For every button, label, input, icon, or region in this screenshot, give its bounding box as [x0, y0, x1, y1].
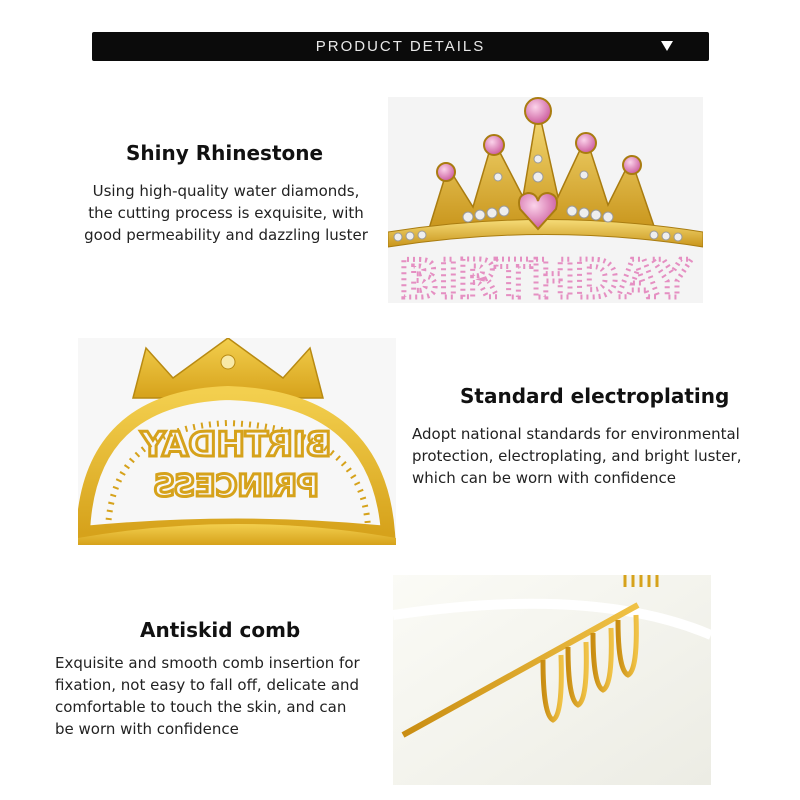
- triangle-down-icon[interactable]: [661, 41, 673, 51]
- gold-birthday-princess-tiara-image: [78, 338, 396, 545]
- section-description-rhinestone: [66, 180, 386, 246]
- section-description-antiskid-comb: [55, 652, 395, 740]
- description-line: be worn with confidence: [55, 720, 239, 738]
- description-line: comfortable to touch the skin, and can: [55, 698, 347, 716]
- description-line: Adopt national standards for environmental: [412, 425, 740, 443]
- pink-rhinestone-crown-image: [388, 97, 703, 303]
- section-title-rhinestone: Shiny Rhinestone: [126, 141, 324, 165]
- section-title-antiskid-comb: Antiskid comb: [140, 618, 301, 642]
- description-line: fixation, not easy to fall off, delicate and: [55, 676, 360, 694]
- header-title: PRODUCT DETAILS: [315, 38, 486, 55]
- crown-birthday-lettering: BIRTHDAY: [399, 250, 691, 303]
- tiara-princess-lettering: PRINCESS: [153, 469, 319, 504]
- section-description-electroplating: [412, 423, 782, 489]
- description-line: protection, electroplating, and bright luster,: [412, 447, 742, 465]
- tiara-birthday-lettering: BIRTHDAY: [140, 425, 332, 465]
- product-details-header[interactable]: [92, 32, 709, 61]
- description-line: Exquisite and smooth comb insertion for: [55, 654, 360, 672]
- description-line: which can be worn with confidence: [412, 469, 677, 487]
- section-title-electroplating: Standard electroplating: [460, 384, 730, 408]
- description-line: good permeability and dazzling luster: [84, 226, 368, 244]
- comb-closeup-image: [393, 575, 711, 785]
- description-line: the cutting process is exquisite, with: [88, 204, 364, 222]
- description-line: Using high-quality water diamonds,: [92, 182, 360, 200]
